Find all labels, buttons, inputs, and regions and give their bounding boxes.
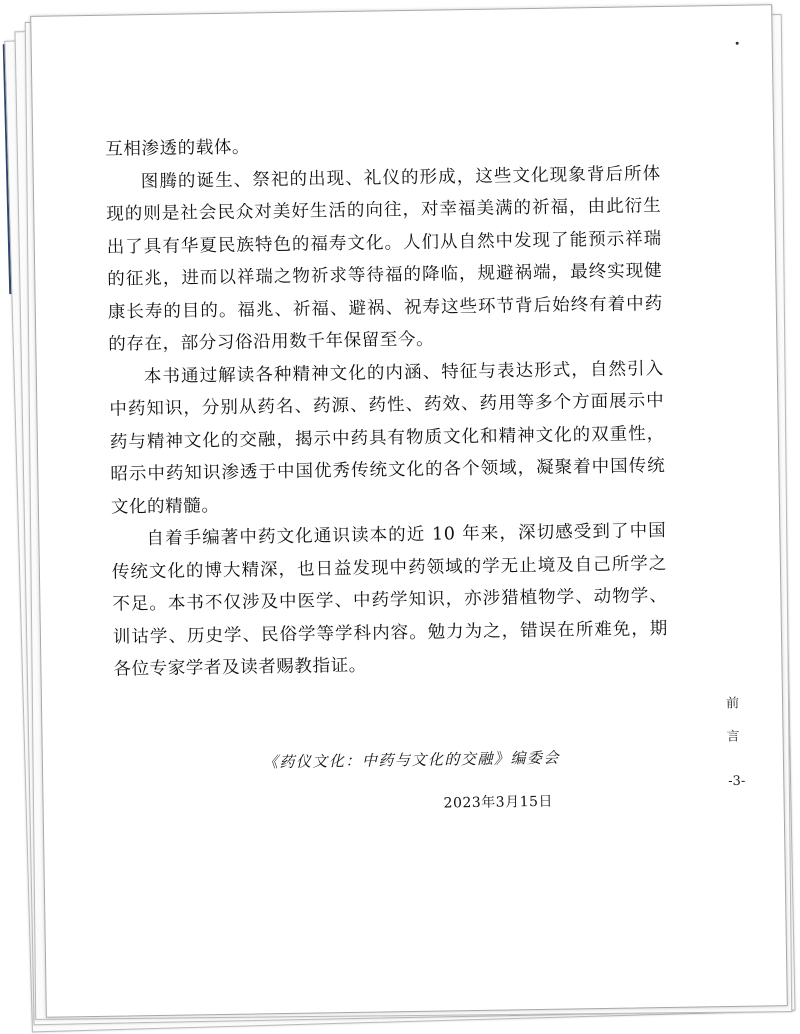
page-body	[105, 125, 669, 686]
page-mark	[736, 42, 739, 45]
date: 2023年3月15日	[443, 793, 554, 812]
document-page	[30, 4, 788, 1018]
paragraph: 本书通过解读各种精神文化的内涵、特征与表达形式，自然引入中药知识，分别从药名、药源、药性、药效、药用等多个方面展示中药与精神文化的交融，揭示中药具有物质文化和精神文化的双重性，昭示中药知识渗透于中国优秀传统文化的各个领域，凝聚着中国传统文化的精髓。	[109, 358, 666, 518]
paragraph: 互相渗透的载体。	[105, 137, 251, 160]
page-number: -3-	[728, 773, 746, 790]
signature: 《药仪文化：中药与文化的交融》编委会	[262, 748, 561, 772]
paragraph: 图腾的诞生、祭祀的出现、礼仪的形成，这些文化现象背后所体现的则是社会民众对美好生活的向往，对幸福美满的祈福，由此衍生出了具有华夏民族特色的福寿文化。人们从自然中发现了能预示祥瑞的征兆，进而以祥瑞之物祈求等待福的降临，规避祸端，最终实现健康长寿的目的。福兆、祈福、避祸、祝寿这些环节背后始终有着中药的存在，部分习俗沿用数千年保留至今。	[106, 163, 663, 355]
paragraph: 自着手编著中药文化通识读本的近 10 年来，深切感受到了中国传统文化的博大精深，也日益发现中药领域的学无止境及自己所学之不足。本书不仅涉及中医学、中药学知识，亦涉猎植物学、动物学、训诂学、历史学、民俗学等学科内容。勉力为之，错误在所难免，期各位专家学者及读者赐教指证。	[111, 520, 669, 680]
section-label: 前 言	[722, 695, 739, 751]
